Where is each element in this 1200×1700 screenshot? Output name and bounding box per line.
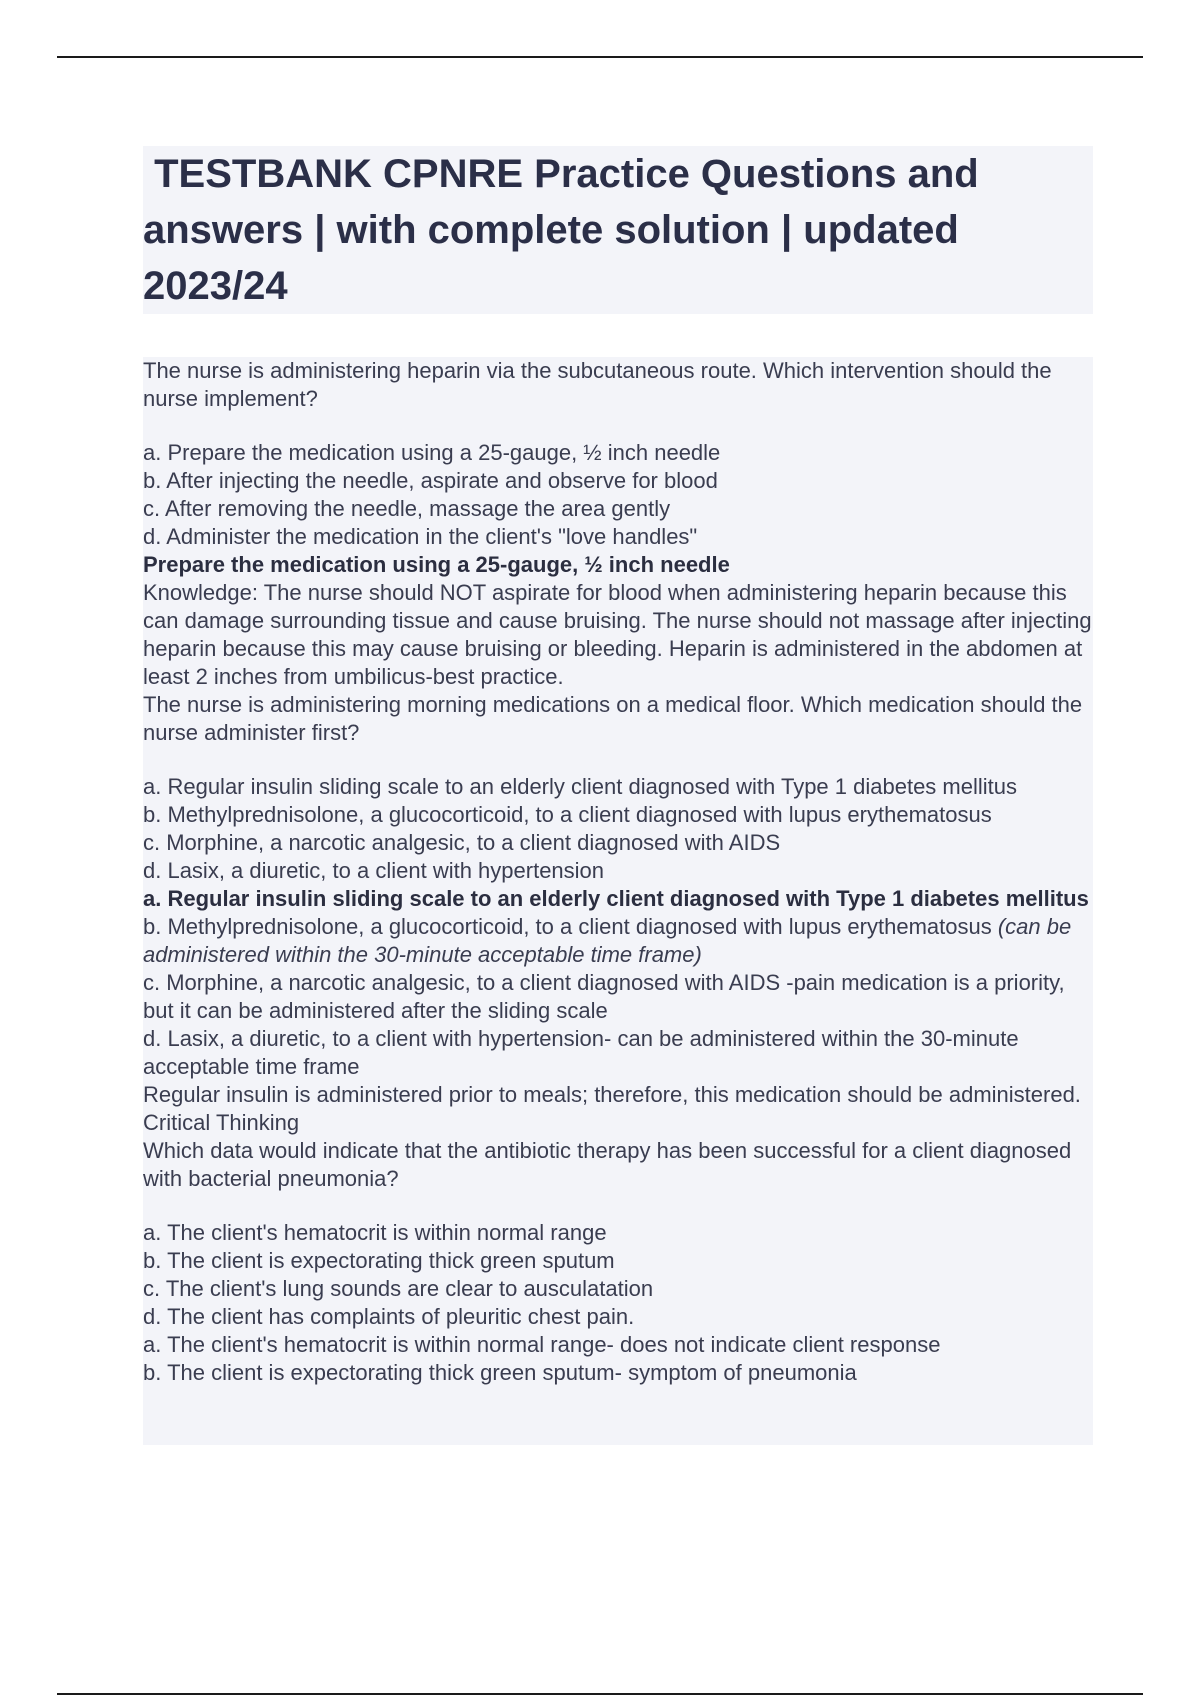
q1-answer: Prepare the medication using a 25-gauge, ½ inch needle <box>143 552 730 577</box>
q2-option-d: d. Lasix, a diuretic, to a client with hypertension <box>143 858 605 883</box>
q3-option-c: c. The client's lung sounds are clear to ausculatation <box>143 1276 654 1301</box>
spacer <box>143 413 1093 439</box>
q2-option-a: a. Regular insulin sliding scale to an elderly client diagnosed with Type 1 diabetes mellitus <box>143 774 1017 799</box>
q2-option-c: c. Morphine, a narcotic analgesic, to a client diagnosed with AIDS <box>143 830 781 855</box>
q1-option-b: b. After injecting the needle, aspirate and observe for blood <box>143 468 718 493</box>
q2-explanation-d: d. Lasix, a diuretic, to a client with hypertension- can be administered within the 30-minute acceptable time frame <box>143 1026 1019 1079</box>
spacer <box>143 747 1093 773</box>
question-1-text: The nurse is administering heparin via the subcutaneous route. Which intervention should the nurse implement? <box>143 358 1052 411</box>
spacer <box>143 1193 1093 1219</box>
q1-option-c: c. After removing the needle, massage the area gently <box>143 496 671 521</box>
question-3-text: Which data would indicate that the antibiotic therapy has been successful for a client diagnosed with bacterial pneumonia? <box>143 1138 1072 1191</box>
q2-answer: a. Regular insulin sliding scale to an elderly client diagnosed with Type 1 diabetes mellitus <box>143 886 1089 911</box>
q2-rationale: Regular insulin is administered prior to meals; therefore, this medication should be administered. Critical Thinking <box>143 1082 1081 1135</box>
q2-explanation-b <box>143 913 1093 969</box>
q3-option-d: d. The client has complaints of pleuritic chest pain. <box>143 1304 635 1329</box>
bottom-rule <box>57 1693 1143 1695</box>
q2-explanation-b-text: b. Methylprednisolone, a glucocorticoid, to a client diagnosed with lupus erythematosus <box>143 914 998 939</box>
q2-explanation-b-note: (can be administered within the 30-minute acceptable time frame) <box>143 914 1072 967</box>
q2-explanation-c: c. Morphine, a narcotic analgesic, to a client diagnosed with AIDS -pain medication is a priority, but it can be administered after the sliding scale <box>143 970 1065 1023</box>
q1-rationale: Knowledge: The nurse should NOT aspirate for blood when administering heparin because this can damage surrounding tissue and cause bruising. The nurse should not massage after injecting heparin because this may cause bruising or bleeding. Heparin is administered in the abdomen at least 2 inches from umbilicus-best practice. <box>143 580 1092 689</box>
q1-option-d: d. Administer the medication in the client's "love handles" <box>143 524 698 549</box>
top-rule <box>57 56 1143 58</box>
question-2-text: The nurse is administering morning medications on a medical floor. Which medication should the nurse administer first? <box>143 692 1083 745</box>
q3-explanation-a: a. The client's hematocrit is within normal range- does not indicate client response <box>143 1332 941 1357</box>
page-title: TESTBANK CPNRE Practice Questions and answers | with complete solution | updated 2023/24 <box>143 152 990 308</box>
q3-option-a: a. The client's hematocrit is within normal range <box>143 1220 607 1245</box>
q3-explanation-b: b. The client is expectorating thick green sputum- symptom of pneumonia <box>143 1360 857 1385</box>
q2-option-b: b. Methylprednisolone, a glucocorticoid, to a client diagnosed with lupus erythematosus <box>143 802 992 827</box>
document-body <box>143 357 1093 1445</box>
q1-option-a: a. Prepare the medication using a 25-gauge, ½ inch needle <box>143 440 721 465</box>
title-block <box>143 146 1093 314</box>
q3-option-b: b. The client is expectorating thick green sputum <box>143 1248 615 1273</box>
